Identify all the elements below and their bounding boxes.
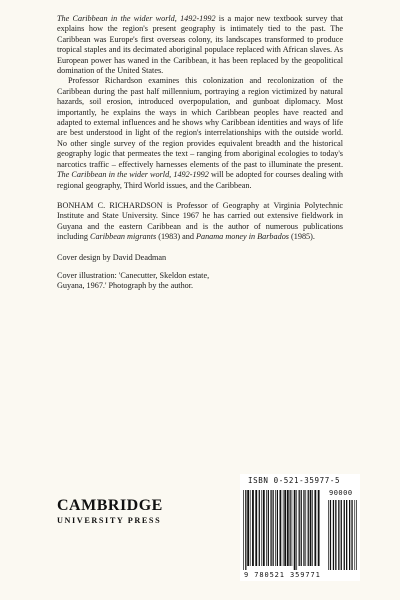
- addon-bar: [338, 500, 339, 570]
- addon-bar: [346, 500, 347, 570]
- barcode-bar: [287, 490, 289, 566]
- addon-bar: [333, 500, 334, 570]
- barcode-bar: [247, 490, 249, 566]
- isbn-barcode: [240, 474, 360, 581]
- barcode-bar: [312, 490, 313, 566]
- blurb-paragraph-1: [57, 14, 343, 76]
- author-bio-text: is Professor of Geography at Virginia Polytechnic Institute and State University. Since 1967 he has carried out extensive fieldwork in Guyana and the eastern Caribbean and is the author of numerous publications including: [57, 200, 343, 242]
- addon-bar: [341, 500, 342, 570]
- barcode-bar: [252, 490, 254, 566]
- barcode-bar: [283, 490, 284, 566]
- barcode-bars: [240, 488, 360, 570]
- addon-bar: [328, 500, 329, 570]
- blurb-paragraph-2-text: Professor Richardson examines this colonization and recolonization of the Caribbean during the past half millennium, portraying a region victimized by natural hazards, soil erosion, introduced overpopulation, and gunboat diplomacy. Most importantly, he explains the ways in which Caribbean peoples have reacted and adapted to external influences and he shows why Caribbean identities and ways of life are best understood in light of the region's interrelationships with the outside world. No other single survey of the region provides equivalent breadth and the historical geography logic that permeates the text – ranging from aboriginal ecologies to today's narcotics traffic – effectively harnesses elements of the past to illuminate the present.: [57, 76, 343, 169]
- barcode-bar: [301, 490, 302, 566]
- blurb-paragraph-2-end: will be adopted for courses dealing with regional geography, Third World issues, and the Caribbean.: [57, 170, 344, 190]
- barcode-bar: [270, 490, 271, 566]
- author-bio-text-2: (1983) and: [156, 232, 196, 242]
- barcode-bar: [259, 490, 260, 566]
- cover-text: [57, 14, 343, 292]
- addon-bar: [349, 500, 350, 570]
- barcode-bar: [273, 490, 274, 566]
- blurb-paragraph-1-text: is a major new textbook survey that explains how the region's present geography is intimately tied to the past. The Caribbean was Europe's first overseas colony, its landscapes transformed to produce tropical staples and its decimated aboriginal populace replaced with African slaves. As European power has waned in the Caribbean, it has been replaced by the geopolitical domination of the United States.: [57, 14, 343, 76]
- barcode-bar: [255, 490, 257, 566]
- addon-bar: [351, 500, 352, 570]
- barcode-bar: [318, 490, 320, 566]
- publisher-logo: [57, 498, 197, 525]
- barcode-bar: [310, 490, 312, 566]
- barcode-bar: [266, 490, 267, 566]
- barcode-bar: [243, 490, 244, 570]
- barcode-bar: [261, 490, 262, 566]
- barcode-bar: [275, 490, 276, 566]
- barcode-bar: [290, 490, 291, 566]
- cover-illustration-credit: Cover illustration: 'Canecutter, Skeldon estate, Guyana, 1967.' Photograph by the author.: [57, 270, 210, 291]
- barcode-bar: [292, 490, 293, 566]
- barcode-bar: [250, 490, 251, 566]
- cover-footer: [57, 452, 357, 579]
- barcode-bar: [296, 490, 297, 570]
- publisher-name: CAMBRIDGE: [57, 497, 163, 514]
- addon-bar: [330, 500, 331, 570]
- isbn-number: ISBN 0-521-35977-5: [248, 476, 341, 485]
- book-title-repeat: The Caribbean in the wider world, 1492-1992: [57, 170, 209, 180]
- barcode-bar: [314, 490, 316, 566]
- barcode-digits: 9 780521 359771: [244, 571, 321, 579]
- author-name: BONHAM C. RICHARDSON: [57, 200, 163, 210]
- addon-bar: [354, 500, 355, 570]
- barcode-bar: [268, 490, 269, 566]
- author-bio-text-3: (1985).: [289, 232, 315, 242]
- barcode-bar: [305, 490, 306, 566]
- publisher-subtitle: UNIVERSITY PRESS: [57, 516, 162, 525]
- publication-title-2: Panama money in Barbados: [195, 232, 289, 242]
- barcode-bar: [280, 490, 282, 566]
- barcode-bar: [303, 490, 304, 566]
- blurb-paragraph-2: [57, 76, 343, 190]
- addon-bar: [356, 500, 357, 570]
- barcode-bar: [263, 490, 265, 566]
- barcode-bar: [308, 490, 309, 566]
- author-bio: [57, 201, 343, 243]
- barcode-bar: [245, 490, 246, 570]
- barcode-bar: [284, 490, 286, 566]
- addon-bar: [344, 500, 345, 570]
- book-title: The Caribbean in the wider world, 1492-1992: [57, 14, 216, 23]
- price-code: 90000: [329, 489, 353, 497]
- barcode-bar: [277, 490, 278, 566]
- publication-title-1: Caribbean migrants: [89, 232, 157, 242]
- barcode-bar: [299, 490, 300, 566]
- addon-bar: [335, 500, 336, 570]
- barcode-bar: [294, 490, 296, 570]
- cover-design-credit: Cover design by David Deadman: [57, 252, 167, 262]
